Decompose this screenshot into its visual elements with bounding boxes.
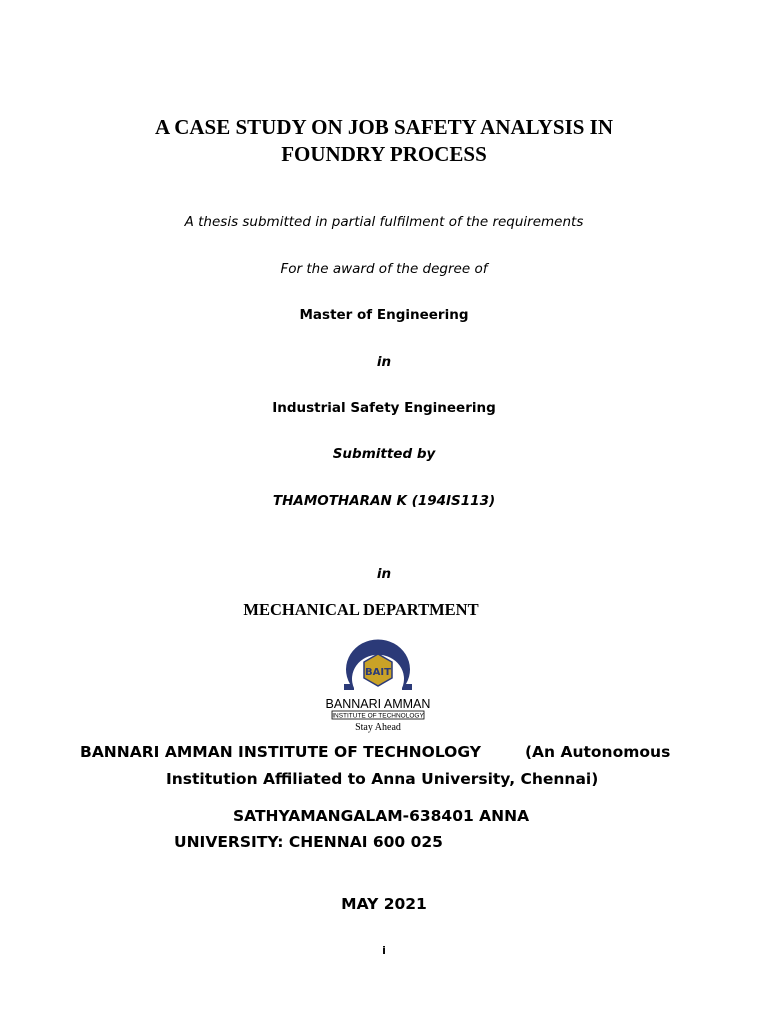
institution-line-1 [80, 743, 670, 761]
institution-address-1: SATHYAMANGALAM-638401 ANNA [233, 807, 530, 825]
submission-date: MAY 2021 [341, 895, 427, 913]
logo-mark-text: BAIT [365, 667, 391, 678]
thesis-title-line-1: A CASE STUDY ON JOB SAFETY ANALYSIS IN [154, 115, 614, 139]
in-connector-1: in [376, 354, 392, 370]
in-connector-2: in [376, 566, 392, 582]
institution-name: BANNARI AMMAN INSTITUTE OF TECHNOLOGY [80, 743, 481, 761]
institution-line-2: Institution Affiliated to Anna University, Chennai) [166, 770, 599, 788]
page-number: i [382, 944, 386, 957]
award-line: For the award of the degree of [280, 261, 488, 277]
logo-subtitle: INSTITUTE OF TECHNOLOGY [332, 712, 424, 720]
specialization: Industrial Safety Engineering [272, 400, 496, 416]
author-name: THAMOTHARAN K (194IS113) [272, 493, 496, 509]
degree-name: Master of Engineering [299, 307, 469, 323]
institute-logo [318, 638, 438, 738]
logo-name: BANNARI AMMAN [325, 697, 431, 711]
institution-address-2: UNIVERSITY: CHENNAI 600 025 [174, 833, 443, 851]
thesis-subtitle: A thesis submitted in partial fulfilment of the requirements [184, 214, 584, 230]
logo-tagline: Stay Ahead [355, 722, 401, 733]
thesis-title-line-2: FOUNDRY PROCESS [281, 142, 487, 166]
department-name: MECHANICAL DEPARTMENT [243, 600, 479, 619]
institution-autonomous: (An Autonomous [524, 743, 671, 761]
submitted-by-label: Submitted by [332, 446, 436, 462]
